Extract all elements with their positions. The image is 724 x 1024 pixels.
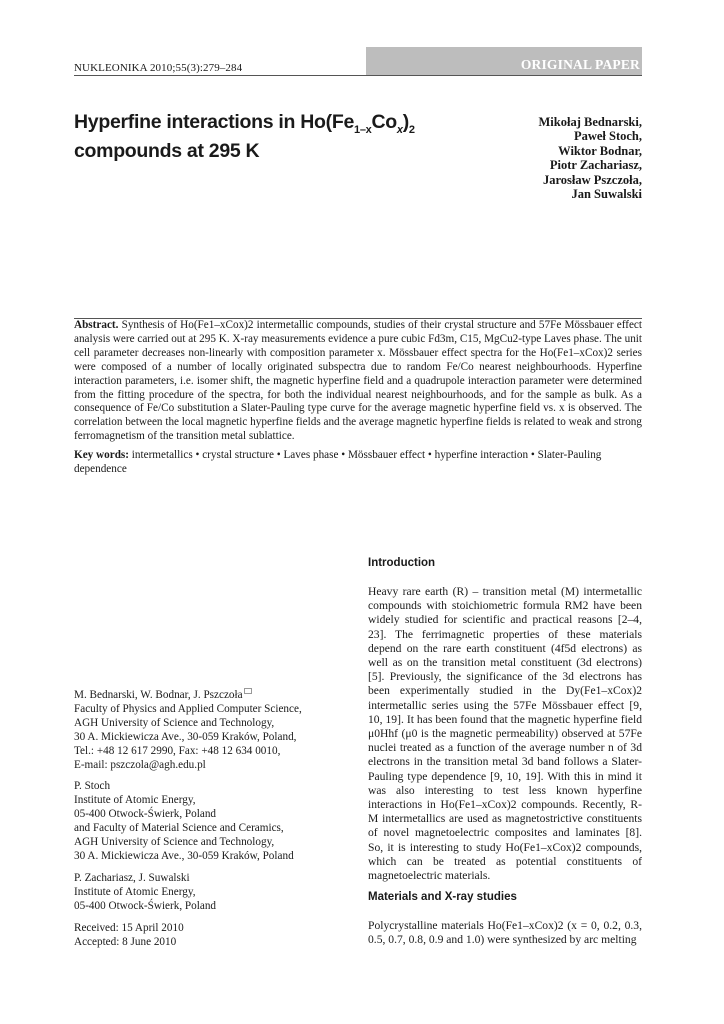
author: Mikołaj Bednarski, <box>538 115 642 129</box>
introduction-heading: Introduction <box>368 557 436 569</box>
received-date: Received: 15 April 2010 <box>74 922 184 934</box>
author: Paweł Stoch, <box>573 129 642 144</box>
envelope-icon <box>244 688 252 694</box>
affiliation-names: M. Bednarski, W. Bodnar, J. Pszczoła <box>74 689 243 701</box>
journal-citation: NUKLEONIKA 2010;55(3):279–284 <box>74 62 243 74</box>
author: Wiktor Bodnar, <box>558 143 642 158</box>
affiliation-names: P. Zachariasz, J. Suwalski <box>74 871 190 884</box>
affiliation-names: P. Stoch <box>74 780 111 793</box>
keywords-text: intermetallics • crystal structure • Laves phase • Mössbauer effect • hyperfine interaction • Slater-Pauling dependence <box>74 449 602 475</box>
accepted-date: Accepted: 8 June 2010 <box>74 935 177 948</box>
keywords-label: Key words: <box>74 449 129 461</box>
author: Piotr Zachariasz, <box>549 158 642 173</box>
dates <box>74 922 184 950</box>
affiliations <box>74 688 354 922</box>
author-list <box>539 115 643 201</box>
materials-text: Polycrystalline materials Ho(Fe1–xCox)2 (x = 0, 0.2, 0.3, 0.5, 0.7, 0.8, 0.9 and 1.0) were synthesized by arc melting <box>368 919 642 947</box>
abstract <box>74 318 642 444</box>
materials-heading: Materials and X-ray studies <box>368 891 517 903</box>
paper-title: Hyperfine interactions in $Ho(Fe_{1-x}Co_x)_2$ compounds at 295 K <box>74 111 415 162</box>
article-type-tag: ORIGINAL PAPER <box>366 47 642 75</box>
author: Jan Suwalski <box>571 187 642 202</box>
affiliation-block: P. Zachariasz, J. Suwalski Institute of Atomic Energy, 05-400 Otwock-Świerk, Poland <box>74 871 217 912</box>
keywords <box>74 449 642 477</box>
abstract-text: Synthesis of Ho(Fe1–xCox)2 intermetallic compounds, studies of their crystal structure and 57Fe Mössbauer effect analysis were carried out at 295 K. X-ray measurements evidence a pure cubic Fd3m, C15, MgCu2-type Laves phase. The unit cell parameter decreases non-linearly with composition parameter x. Mössbauer effect spectra for the Ho(Fe1–xCox)2 series were composed of a number of locally originated subspectra due to random Fe/Co nearest neighbourhoods. Hyperfine interaction parameters, i.e. isomer shift, the magnetic hyperfine field and a quadrupole interaction parameter were determined from the fitting procedure of the spectra, for both the individual nearest neighbourhoods, and for the sample as bulk. As a consequence of Fe/Co substitution a Slater-Pauling type curve for the average magnetic hyperfine field vs. x is observed. The correlation between the local magnetic hyperfine fields and the average magnetic hyperfine fields is related to weak and strong ferromagnetism of the transition metal sublattice. <box>74 319 643 443</box>
abstract-label: Abstract. <box>74 319 119 331</box>
author: Jarosław Pszczoła, <box>542 172 642 187</box>
affiliation-block: P. Stoch Institute of Atomic Energy, 05-400 Otwock-Świerk, Poland and Faculty of Material Science and Ceramics, AGH University of Science and Technology, 30 A. Mickiewicza Ave., 30-059 Kraków, Poland <box>74 780 294 862</box>
introduction-text: Heavy rare earth (R) – transition metal (M) intermetallic compounds with stoichiometric formula RM2 have been widely studied for scientific and practical reasons [2–4, 23]. The ferrimagnetic properties of these materials depend on the rare earth constituent (4f5d electrons) as well as on the transition metal constituent (3d electrons) [5]. Previously, the significance of the 3d electrons has been experimentally studied in the Dy(Fe1–xCox)2 intermetallic series using the 57Fe Mössbauer effect [9, 10, 19]. It has been found that the magnetic hyperfine field μ0Hhf (μ0 is the magnetic permeability) observed at 57Fe nuclei treated as a function of the average number n of 3d electrons in the transition metal 3d band follows a Slater-Pauling type dependence [9, 10, 19]. With this in mind it was also interesting to test less known hyperfine interactions in Ho(Fe1–xCox)2 compounds. Recently, R-M intermetallics are used as magnetostrictive constituents of novel magnetoelectric composites and laminates [8]. So, it is interesting to study Ho(Fe1–xCox)2 compounds, which can be treated as potential constituents of magnetoelectric materials. <box>368 585 642 883</box>
affiliation-block: M. Bednarski, W. Bodnar, J. Pszczoła Faculty of Physics and Applied Computer Science, AGH University of Science and Technology, 30 A. Mickiewicza Ave., 30-059 Kraków, Poland, Tel.: +48 12 617 2990, Fax: +48 12 634 0010, E-mail: pszczola@agh.edu.pl <box>74 689 302 771</box>
header-rule <box>74 75 642 76</box>
